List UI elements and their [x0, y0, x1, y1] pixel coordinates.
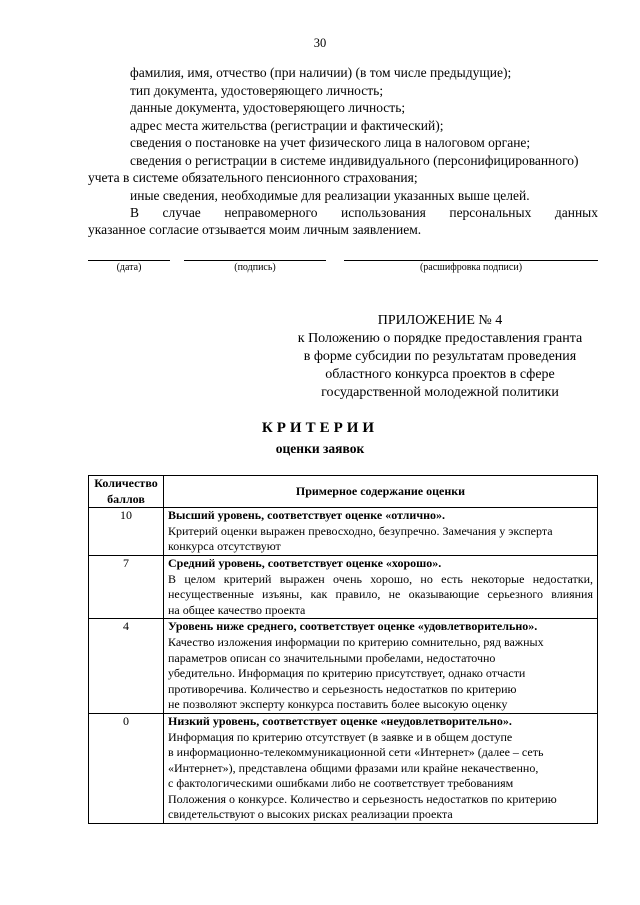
criteria-subtitle: оценки заявок [275, 441, 365, 456]
level-description-line: Положения о конкурсе. Количество и серьезность недостатков по критерию [168, 791, 557, 806]
consent-item-doc-data: данные документа, удостоверяющего личность; [130, 100, 406, 115]
description-cell [164, 555, 598, 618]
level-description-line: параметров описан со значительными пробелами, недостаточно [168, 650, 496, 665]
consent-item-name: фамилия, имя, отчество (при наличии) (в том числе предыдущие); [130, 65, 512, 80]
date-caption: (дата) [116, 262, 142, 273]
level-description-line: Критерий оценки выражен превосходно, безупречно. Замечания у эксперта [168, 523, 553, 538]
appendix-title: ПРИЛОЖЕНИЕ № 4 [377, 313, 503, 328]
score-cell: 7 [89, 555, 164, 618]
consent-item-doc-type: тип документа, удостоверяющего личность; [130, 83, 384, 98]
score-cell: 10 [89, 508, 164, 556]
level-description-line: убедительно. Информация по критерию присутствует, однако отчасти [168, 666, 526, 681]
level-title: Высший уровень, соответствует оценке «отлично». [168, 508, 446, 523]
level-description-line: на общее качество проекта [168, 602, 306, 617]
level-description-line: с фактологическими ошибками либо не соответствует требованиям [168, 776, 514, 791]
level-description-line: Качество изложения информации по критерию сомнительно, ряд важных [168, 634, 544, 649]
criteria-body [89, 508, 598, 824]
score-column-header [89, 476, 164, 508]
level-description-line: свидетельствуют о высоких рисках реализации проекта [168, 807, 453, 822]
criteria-title: КРИТЕРИИ [261, 420, 379, 436]
appendix-line-4: государственной молодежной политики [321, 385, 559, 400]
decode-signature-line [344, 260, 598, 261]
sign-signature-line [184, 260, 326, 261]
decode-caption: (расшифровка подписи) [419, 262, 523, 273]
score-header-line: баллов [107, 491, 145, 506]
criteria-row-satisfactory [89, 619, 598, 714]
consent-item-other: иные сведения, необходимые для реализации указанных выше целей. [130, 188, 530, 203]
sign-caption: (подпись) [234, 262, 276, 273]
level-description-line: Информация по критерию отсутствует (в заявке и в общем доступе [168, 729, 513, 744]
appendix-line-3: областного конкурса проектов в сфере [325, 367, 555, 382]
level-description-line: В целом критерий выражен очень хорошо, но есть некоторые недостатки, [168, 571, 593, 586]
revocation-line-2: указанное согласие отзывается моим личным заявлением. [88, 222, 422, 237]
criteria-table [88, 475, 598, 824]
score-header-line: Количество [94, 476, 158, 490]
content-column-header: Примерное содержание оценки [164, 476, 598, 508]
consent-item-pension-1: сведения о регистрации в системе индивидуального (персонифицированного) [130, 153, 579, 168]
score-cell: 0 [89, 713, 164, 823]
page-number: 30 [313, 36, 327, 50]
level-title: Уровень ниже среднего, соответствует оценке «удовлетворительно». [168, 619, 538, 634]
level-title: Низкий уровень, соответствует оценке «неудовлетворительно». [168, 713, 512, 728]
criteria-row-unsatisfactory [89, 713, 598, 823]
level-description-line: не позволяют эксперту конкурса поставить более высокую оценку [168, 697, 508, 712]
appendix-line-2: в форме субсидии по результатам проведения [303, 349, 577, 364]
criteria-row-good [89, 555, 598, 618]
table-header-row [89, 476, 598, 508]
level-title: Средний уровень, соответствует оценке «хорошо». [168, 555, 442, 570]
level-description-line: «Интернет»), представлена общими фразами или крайне некачественно, [168, 760, 539, 775]
criteria-row-excellent [89, 508, 598, 556]
consent-item-tax: сведения о постановке на учет физического лица в налоговом органе; [130, 135, 531, 150]
description-cell [164, 619, 598, 714]
level-description-line: несущественные изъяны, как правило, не оказывающие серьезного влияния [168, 587, 593, 602]
date-signature-line [88, 260, 170, 261]
description-cell [164, 508, 598, 556]
consent-item-address: адрес места жительства (регистрации и фактический); [130, 118, 444, 133]
revocation-line-1: В случае неправомерного использования персональных данных [130, 205, 598, 220]
consent-item-pension-2: учета в системе обязательного пенсионного страхования; [88, 170, 418, 185]
level-description-line: в информационно-телекоммуникационной сети «Интернет» (далее – сеть [168, 745, 544, 760]
description-cell [164, 713, 598, 823]
level-description-line: противоречива. Количество и серьезность недостатков по критерию [168, 681, 517, 696]
appendix-line-1: к Положению о порядке предоставления гранта [297, 331, 583, 346]
level-description-line: конкурса отсутствуют [168, 539, 281, 554]
score-cell: 4 [89, 619, 164, 714]
